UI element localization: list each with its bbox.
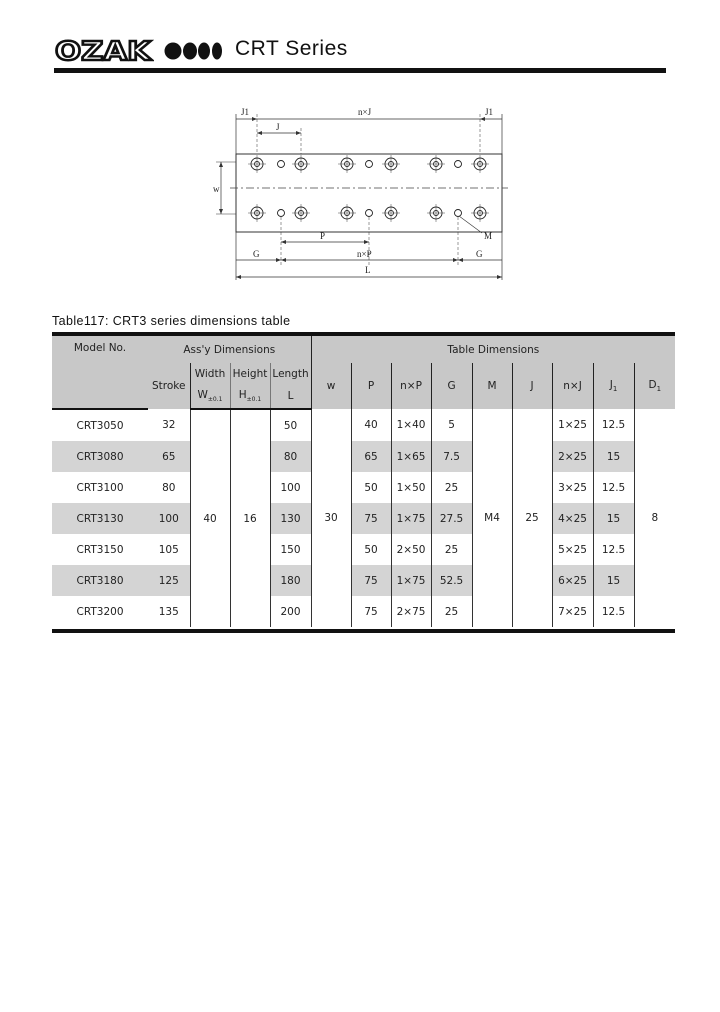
cell-p: 50: [351, 472, 391, 503]
label-w: w: [213, 184, 220, 194]
cell-p: 50: [351, 534, 391, 565]
cell-stroke: 32: [162, 419, 176, 431]
header-nxp: n×P: [391, 363, 431, 409]
cell-nxp: 2×50: [391, 534, 431, 565]
cell-p: 75: [351, 565, 391, 596]
header-g: G: [431, 363, 472, 409]
cell-model: CRT3080: [52, 441, 148, 472]
header-length: Length: [270, 363, 311, 384]
label-nxj: n×J: [358, 107, 372, 117]
header-height: Height: [230, 363, 270, 384]
label-p: P: [320, 231, 326, 241]
cell-height-merged: 16: [230, 409, 270, 627]
table-row: [52, 534, 675, 565]
cell-d1-merged: 8: [634, 409, 675, 627]
cell-j1: 15: [593, 503, 634, 534]
table-row: [52, 565, 675, 596]
cell-length: 180: [270, 565, 311, 596]
cell-g: 25: [431, 534, 472, 565]
cell-m-merged: M4: [472, 409, 512, 627]
header-assy-group: Ass'y Dimensions: [148, 336, 311, 363]
cell-j1: 15: [593, 441, 634, 472]
cell-model: CRT3050: [76, 419, 124, 432]
header-nxj: n×J: [552, 363, 593, 409]
cell-nxj: 6×25: [552, 565, 593, 596]
cell-nxp: 1×40: [391, 409, 431, 441]
cell-j1: 12.5: [593, 409, 634, 441]
cell-stroke: 65: [148, 441, 190, 472]
cell-nxj: 3×25: [552, 472, 593, 503]
cell-j1: 12.5: [593, 534, 634, 565]
cell-nxj: 1×25: [552, 409, 593, 441]
header-stroke: Stroke: [148, 363, 190, 409]
cell-stroke: 105: [158, 543, 179, 556]
cell-model: CRT3180: [52, 565, 148, 596]
header-divider: [54, 68, 666, 73]
cell-j1: 12.5: [593, 472, 634, 503]
header-width-sub: $W_{\pm 0.1}$: [190, 384, 230, 409]
table-row: [52, 472, 675, 503]
label-nxp: n×P: [357, 249, 372, 259]
cell-j-merged: 25: [512, 409, 552, 627]
cell-nxj: 4×25: [552, 503, 593, 534]
cell-nxp: 2×75: [391, 596, 431, 627]
header-length-sub: L: [270, 384, 311, 409]
cell-length: 150: [270, 534, 311, 565]
label-g-left: G: [253, 249, 260, 259]
page-header: [54, 32, 666, 76]
header-m: M: [472, 363, 512, 409]
cell-nxj: 5×25: [552, 534, 593, 565]
cell-length: 130: [270, 503, 311, 534]
cell-model: CRT3200: [76, 605, 124, 618]
cell-p: 40: [351, 409, 391, 441]
header-height-sub: $H_{\pm 0.1}$: [230, 384, 270, 409]
cell-model: CRT3100: [76, 481, 124, 494]
header-j1: $J_1$: [593, 363, 634, 409]
cell-p: 75: [351, 503, 391, 534]
cell-nxj: 2×25: [552, 441, 593, 472]
cell-nxp: 1×50: [391, 472, 431, 503]
cell-nxp: 1×65: [391, 441, 431, 472]
label-m: M: [484, 231, 493, 241]
cell-nxp: 1×75: [391, 565, 431, 596]
cell-g: 25: [431, 596, 472, 627]
crt-dimension-diagram: [200, 100, 520, 285]
cell-length: 100: [270, 472, 311, 503]
ozak-logo: [54, 36, 154, 64]
cell-nxp: 1×75: [391, 503, 431, 534]
cell-j1: 12.5: [593, 596, 634, 627]
svg-text:OZAK: OZAK: [55, 37, 152, 64]
table-row: [52, 503, 675, 534]
cell-model: CRT3150: [76, 543, 124, 556]
cell-width-merged: 40: [190, 409, 230, 627]
cell-g: 27.5: [431, 503, 472, 534]
cell-stroke: 125: [148, 565, 190, 596]
header-w: w: [311, 363, 351, 409]
cell-stroke: 135: [158, 605, 179, 618]
label-j1-right: J1: [485, 107, 494, 117]
cell-w-merged: 30: [311, 409, 351, 627]
header-width: Width: [190, 363, 230, 384]
label-g-right: G: [476, 249, 483, 259]
header-model: Model No.: [52, 336, 148, 384]
cell-g: 7.5: [431, 441, 472, 472]
dimensions-table: [52, 332, 675, 633]
series-title: CRT Series: [235, 37, 348, 60]
label-j: J: [276, 122, 280, 132]
cell-model: CRT3130: [52, 503, 148, 534]
label-j1-left: J1: [241, 107, 250, 117]
header-d1: $D_1$: [634, 363, 675, 409]
cell-g: 52.5: [431, 565, 472, 596]
cell-nxj: 7×25: [552, 596, 593, 627]
table-row: [52, 596, 675, 627]
header-table-group: Table Dimensions: [311, 336, 675, 363]
table-caption: Table117: CRT3 series dimensions table: [52, 314, 291, 328]
cell-j1: 15: [593, 565, 634, 596]
header-j: J: [512, 363, 552, 409]
label-l: L: [365, 265, 371, 275]
table-row: [52, 441, 675, 472]
table-row: [52, 409, 675, 441]
cell-g: 25: [431, 472, 472, 503]
cell-length: 80: [270, 441, 311, 472]
cell-length: 200: [270, 596, 311, 627]
cell-g: 5: [431, 409, 472, 441]
cell-length: 50: [270, 409, 311, 441]
cell-stroke: 80: [162, 481, 176, 494]
cell-p: 65: [351, 441, 391, 472]
table-bottom-rule: [52, 629, 675, 633]
cell-p: 75: [351, 596, 391, 627]
header-p: P: [351, 363, 391, 409]
cell-stroke: 100: [148, 503, 190, 534]
